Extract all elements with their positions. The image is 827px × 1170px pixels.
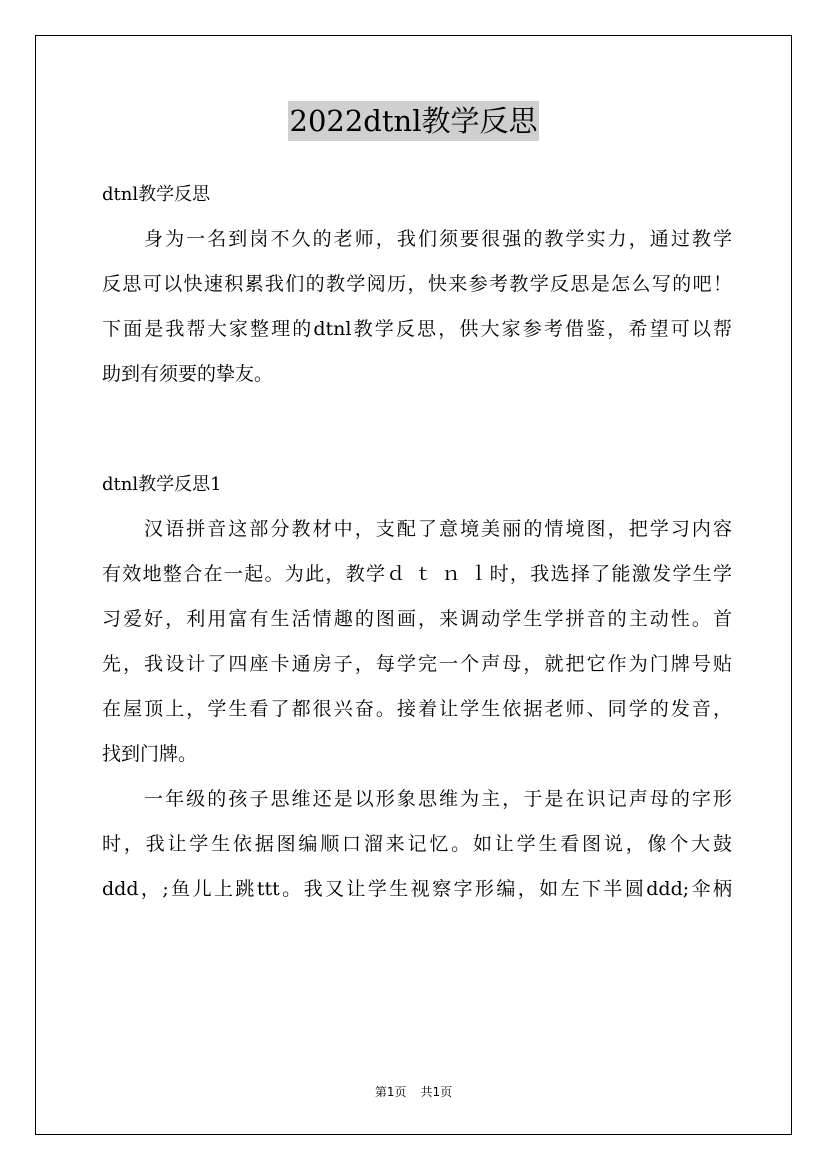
page-total: 共1页 [420,1085,453,1099]
intro-line: 身为一名到岗不久的老师，我们须要很强的教学实力，通过教学 [144,228,732,250]
page-footer [0,1083,827,1101]
title-container [0,101,827,141]
paragraph-line: 汉语拼音这部分教材中，支配了意境美丽的情境图，把学习内容 [144,518,732,540]
subheading: dtnl教学反思 [102,184,211,205]
page-number: 第1页 [374,1085,407,1099]
intro-line: 下面是我帮大家整理的dtnl教学反思，供大家参考借鉴，希望可以帮 [102,318,732,340]
document-title: 2022dtnl教学反思 [288,101,540,141]
paragraph-line: 有效地整合在一起。为此，教学ｄ ｔ ｎ ｌ时，我选择了能激发学生学 [102,563,732,585]
subheading: dtnl教学反思1 [102,474,222,495]
paragraph-line: ddd，;鱼儿上跳ttt。我又让学生视察字形编，如左下半圆ddd;伞柄 [102,878,732,900]
paragraph-line: 习爱好，利用富有生活情趣的图画，来调动学生学拼音的主动性。首 [102,608,732,630]
intro-line: 助到有须要的挚友。 [102,363,274,385]
document-body [102,172,732,912]
paragraph-line: 找到门牌。 [102,743,198,765]
paragraph-line: 一年级的孩子思维还是以形象思维为主，于是在识记声母的字形 [144,788,732,810]
paragraph-line: 在屋顶上，学生看了都很兴奋。接着让学生依据老师、同学的发音， [102,698,732,720]
paragraph-line: 时，我让学生依据图编顺口溜来记忆。如让学生看图说，像个大鼓 [102,833,732,855]
section-spacer [102,397,732,462]
intro-line: 反思可以快速积累我们的教学阅历，快来参考教学反思是怎么写的吧！ [102,273,732,295]
paragraph-line: 先，我设计了四座卡通房子，每学完一个声母，就把它作为门牌号贴 [102,653,732,675]
